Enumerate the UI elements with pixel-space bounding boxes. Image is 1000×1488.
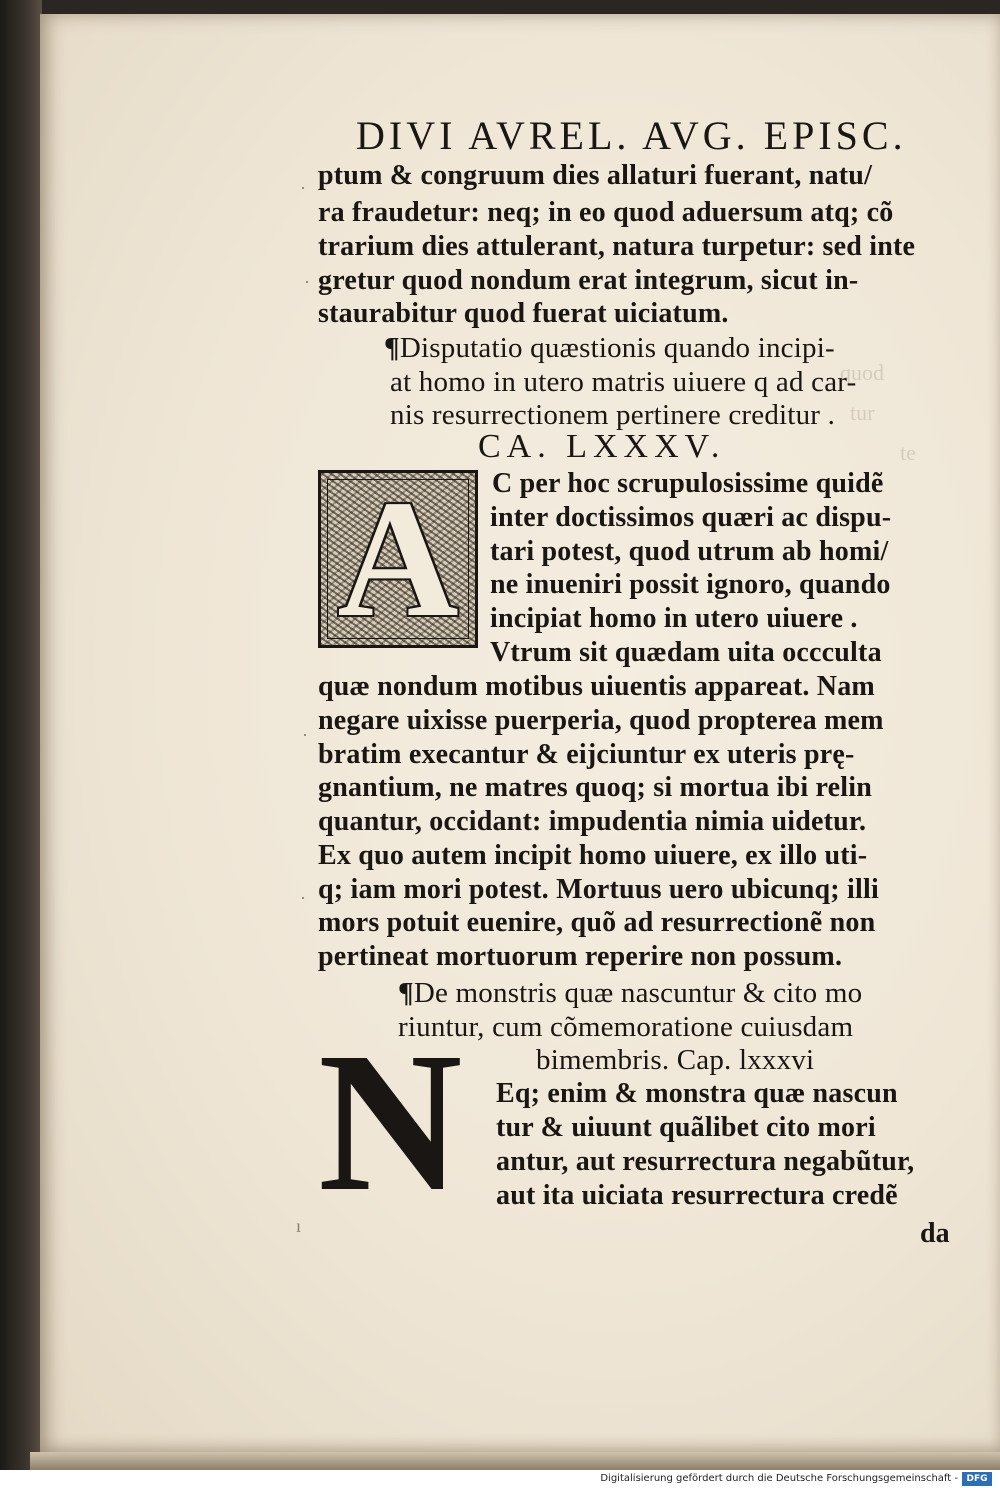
text-line: quæ nondum motibus uiuentis appareat. Nam — [318, 671, 875, 702]
chapter-rubric-line — [384, 332, 835, 365]
text-line: mors potuit euenire, quõ ad resurrectionẽ non — [318, 907, 876, 938]
margin-mark: · — [300, 888, 306, 908]
text-line: inter doctissimos quæri ac dispu- — [490, 502, 892, 533]
margin-mark: ı — [296, 1216, 302, 1236]
chapter-rubric-line — [398, 977, 862, 1010]
text-line: pertineat mortuorum reperire non possum. — [318, 941, 843, 972]
margin-mark: · — [302, 725, 308, 745]
chapter-heading: CA. LXXXV. — [478, 428, 726, 465]
page-bottom-edge — [30, 1452, 1000, 1470]
catchword: da — [920, 1218, 950, 1249]
text-line: tari potest, quod utrum ab homi/ — [490, 536, 889, 567]
text-line: ra fraudetur: neq; in eo quod aduersum atq; cõ — [318, 197, 894, 228]
running-header: DIVI AVREL. AVG. EPISC. — [356, 113, 907, 158]
text-line: incipiat homo in utero uiuere . — [490, 603, 858, 634]
text-line: aut ita uiciata resurrectura credẽ — [496, 1180, 898, 1211]
chapter-rubric-line: bimembris. Cap. lxxxvi — [536, 1044, 815, 1076]
text-line: quantur, occidant: impudentia nimia uidetur. — [318, 806, 867, 837]
margin-mark: · — [304, 272, 310, 292]
pilcrow-icon: ¶ — [384, 332, 400, 364]
text-line: trarium dies attulerant, natura turpetur: sed inte — [318, 231, 916, 262]
book-spine-edge — [0, 0, 42, 1470]
initial-n: N — [318, 1012, 463, 1233]
text-line: gnantium, ne matres quoq; si mortua ibi relin — [318, 772, 873, 803]
initial-letter: A — [337, 466, 459, 652]
text-line: bratim execantur & eijciuntur ex uteris prę- — [318, 739, 855, 770]
text-line: Ex quo autem incipit homo uiuere, ex illo uti- — [318, 840, 868, 871]
text-line: negare uixisse puerperia, quod propterea mem — [318, 705, 884, 736]
text-line: antur, aut resurrectura negabũtur, — [496, 1146, 915, 1177]
text-line: ptum & congruum dies allaturi fuerant, natu/ — [318, 160, 873, 191]
text-line: C per hoc scrupulosissime quidẽ — [492, 468, 884, 499]
text-line: Vtrum sit quædam uita occculta — [490, 637, 882, 668]
text-line: Eq; enim & monstra quæ nascun — [496, 1078, 898, 1109]
text-line: staurabitur quod fuerat uiciatum. — [318, 298, 729, 329]
text-line: gretur quod nondum erat integrum, sicut in- — [318, 265, 859, 296]
chapter-rubric-line: riuntur, cum cõmemoratione cuiusdam — [398, 1011, 854, 1043]
show-through-text: te — [900, 440, 916, 465]
show-through-text: quod — [840, 360, 884, 385]
text-line: ne inueniri possit ignoro, quando — [490, 569, 891, 600]
chapter-rubric-line: at homo in utero matris uiuere q ad car- — [390, 366, 857, 398]
digitization-credit: Digitalisierung gefördert durch die Deutsche Forschungsgemeinschaft - — [600, 1473, 958, 1484]
dfg-logo-icon: DFG — [962, 1472, 992, 1486]
chapter-rubric-line: nis resurrectionem pertinere creditur . — [390, 399, 836, 431]
text-line: tur & uiuunt quãlibet cito mori — [496, 1112, 876, 1143]
text-line: q; iam mori potest. Mortuus uero ubicunq; illi — [318, 874, 879, 905]
show-through-text: tur — [850, 400, 875, 425]
margin-mark: · — [300, 178, 306, 198]
pilcrow-icon: ¶ — [398, 977, 414, 1009]
decorated-initial-a — [318, 466, 478, 652]
rubric-text: Disputatio quæstionis quando incipi- — [399, 332, 835, 364]
rubric-text: De monstris quæ nascuntur & cito mo — [413, 977, 863, 1009]
